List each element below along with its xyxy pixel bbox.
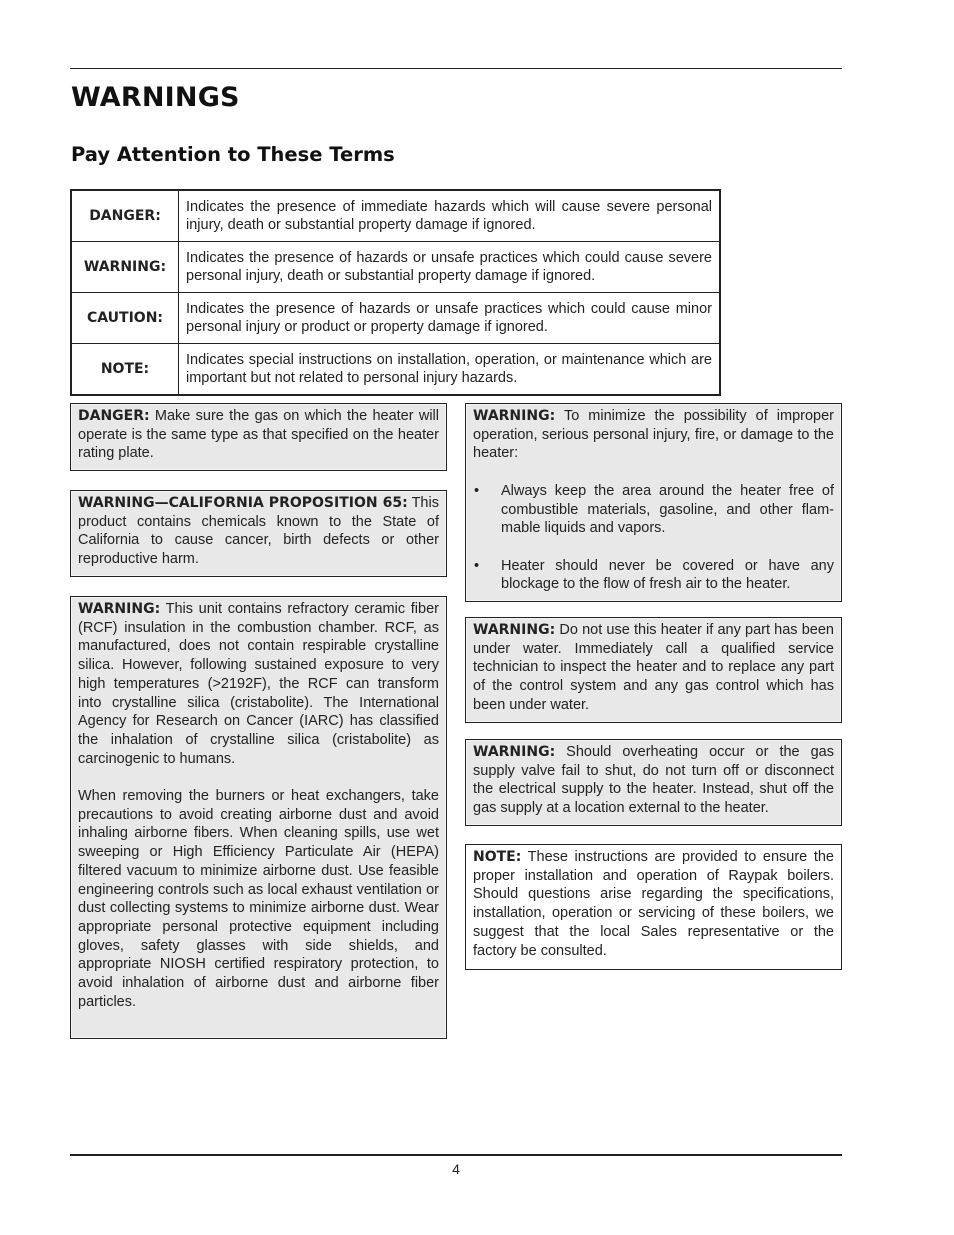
prop65-label: WARNING—CALIFORNIA PROPOSITION 65:: [78, 495, 408, 511]
under-water-text: Do not use this heater if any part has been under water. Immediately call a qualified service technician to inspect the heater and to replace any part of the control system and any gas control which has been under water.: [473, 622, 834, 713]
warning-bullet-list: [473, 482, 834, 594]
improper-operation-label: WARNING:: [473, 408, 556, 424]
overheating-label: WARNING:: [473, 744, 556, 760]
overheating-warning-box: [465, 739, 842, 826]
danger-label: DANGER:: [78, 408, 150, 424]
note-label: NOTE:: [473, 849, 522, 865]
prop65-warning-box: [70, 490, 447, 577]
term-danger: DANGER:: [71, 190, 179, 242]
section-heading: Pay Attention to These Terms: [71, 143, 395, 166]
page-number: 4: [452, 1161, 460, 1177]
bullet-icon: •: [474, 557, 480, 574]
prop65-text: This product contains chemicals known to the State of California to cause cancer, birth defects or other reproductive harm.: [78, 495, 439, 568]
rcf-warning-box: [70, 596, 447, 1039]
bottom-rule: [70, 1154, 842, 1156]
page-title: WARNINGS: [71, 82, 240, 113]
bullet-text: Heater should never be covered or have any blockage to the flow of fresh air to the heater.: [501, 557, 834, 593]
table-row: [71, 190, 720, 242]
term-note: NOTE:: [71, 344, 179, 396]
term-definition: Indicates the presence of hazards or unsafe practices which could cause minor personal injury or product or property damage if ignored.: [179, 293, 721, 344]
table-row: [71, 293, 720, 344]
overheating-text: Should overheating occur or the gas supply valve fail to shut, do not turn off or disconnect the electrical supply to the heater. Instead, shut off the gas supply at a location external to the heater.: [473, 744, 834, 817]
improper-operation-text: To minimize the possibility of improper operation, serious personal injury, fire, or damage to the heater:: [473, 408, 834, 462]
under-water-warning-box: [465, 617, 842, 723]
top-rule: [70, 68, 842, 69]
term-definition: Indicates special instructions on installation, operation, or maintenance which are important but not related to personal injury hazards.: [179, 344, 721, 396]
bullet-text: Always keep the area around the heater free of combustible materials, gasoline, and other flam-mable liquids and vapors.: [501, 482, 834, 537]
term-caution: CAUTION:: [71, 293, 179, 344]
terms-table: [70, 189, 721, 396]
bullet-icon: •: [474, 482, 480, 499]
rcf-label: WARNING:: [78, 601, 161, 617]
table-row: [71, 242, 720, 293]
improper-operation-warning-box: [465, 403, 842, 602]
note-box: [465, 844, 842, 970]
term-definition: Indicates the presence of immediate hazards which will cause severe personal injury, death or substantial property damage if ignored.: [179, 190, 721, 242]
danger-gas-box: [70, 403, 447, 471]
list-item: [473, 482, 834, 538]
term-warning: WARNING:: [71, 242, 179, 293]
under-water-label: WARNING:: [473, 622, 556, 638]
note-text: These instructions are provided to ensure the proper installation and operation of Raypak boilers. Should questions arise regarding the specifications, installation, operation or servicing of these boilers, we suggest that the local Sales representative or the factory be consulted.: [473, 849, 834, 959]
term-definition: Indicates the presence of hazards or unsafe practices which could cause severe personal injury, death or substantial property damage if ignored.: [179, 242, 721, 293]
danger-text: Make sure the gas on which the heater will operate is the same type as that specified on the heater rating plate.: [78, 408, 439, 462]
table-row: [71, 344, 720, 396]
rcf-text-paragraph-2: When removing the burners or heat exchangers, take precautions to avoid creating airborne dust and avoid inhaling airborne fibers. When cleaning spills, use wet sweeping or High Efficiency Particulate Air (HEPA) filtered vacuum to minimize airborne dust. Use feasible engineering controls such as local exhaust ventilation or dust collecting systems to minimize airborne dust. Wear appropriate personal protective equipment including gloves, safety glasses with side shields, and appropriate NIOSH certified respiratory protection, to avoid inhalation of airborne dust and airborne fiber particles.: [78, 788, 439, 1010]
rcf-text: This unit contains refractory ceramic fiber (RCF) insulation in the combustion chamber. RCF, as manufactured, does not contain respirable crystalline silica. However, following sustained exposure to very high temperatures (>2192F), the RCF can transform into crystalline silica (cristabolite). The International Agency for Research on Cancer (IARC) has classified the inhalation of crystalline silica (cristabolite) as carcinogenic to humans.: [78, 601, 439, 767]
list-item: [473, 557, 834, 594]
